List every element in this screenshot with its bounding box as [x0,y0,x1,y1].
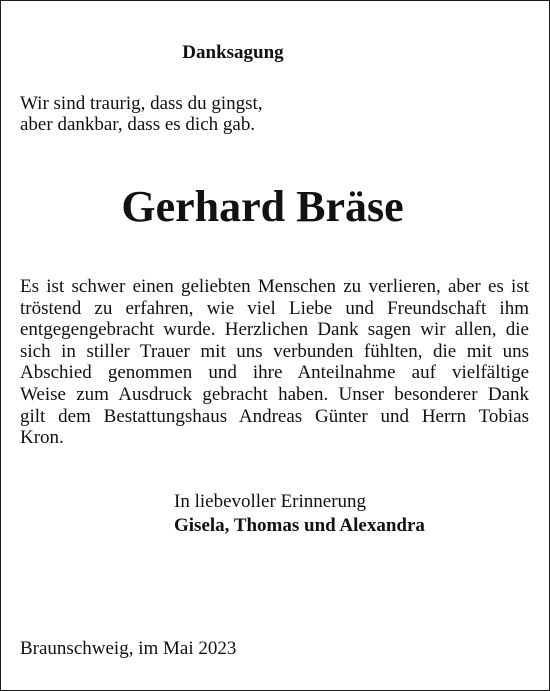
paragraph-line: sich in stiller Trauer mit uns verbunden fühlten, die mit uns [20,340,529,362]
verse-line: Wir sind traurig, dass du gingst, [20,93,263,114]
paragraph-line: Weise zum Ausdruck gebracht haben. Unser besonderer Dank [20,383,529,405]
notice-heading: Danksagung [182,42,284,63]
closing-phrase: In liebevoller Erinnerung [174,491,367,512]
thanks-paragraph [20,276,529,449]
signers: Gisela, Thomas und Alexandra [174,515,425,536]
place-date: Braunschweig, im Mai 2023 [20,638,237,659]
deceased-name: Gerhard Bräse [121,182,404,231]
verse [20,93,263,135]
paragraph-line: gilt dem Bestattungshaus Andreas Günter und Herrn Tobias [20,405,529,427]
paragraph-line: Es ist schwer einen geliebten Menschen zu verlieren, aber es ist [20,276,529,297]
paragraph-line: tröstend zu erfahren, wie viel Liebe und Freundschaft ihm [20,297,529,319]
paragraph-line: Kron. [20,427,64,449]
verse-line: aber dankbar, dass es dich gab. [20,114,256,135]
paragraph-line: Abschied genommen und ihre Anteilnahme auf vielfältige [20,362,529,384]
paragraph-line: entgegengebracht wurde. Herzlichen Dank sagen wir allen, die [20,319,529,341]
